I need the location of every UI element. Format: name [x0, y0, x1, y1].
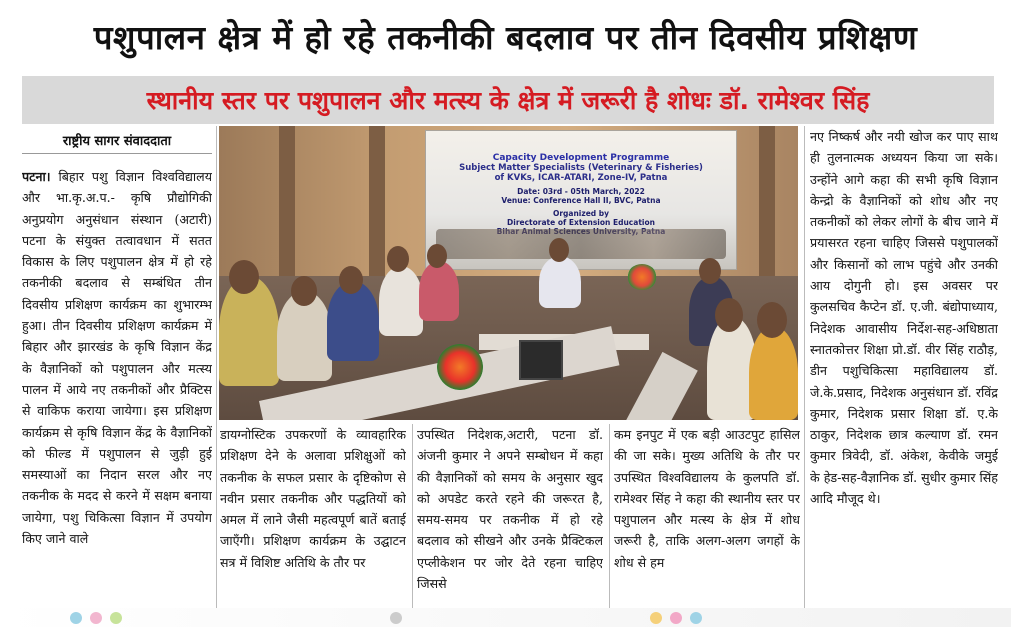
photo-wall-panel — [279, 126, 295, 276]
decor-dot — [90, 612, 102, 624]
article-column-5: नए निष्कर्ष और नयी खोज कर पाए साथ ही तुलनात्मक अध्ययन किया जा सके। उन्होंने आगे कहा की सभी कृषि विज्ञान केन्द्रो के वैज्ञानिकों को शोध और नए तकनीकों को लेकर लोगों के बीच जाने में प्रयासरत रहना चाहिए जिससे पशुपालकों और किसानों को लाभ पहुंचे और उनकी आय दोगुनी हो। इस अवसर पर कुलसचिव कैप्टेन डॉ. ए.जी. बंद्योपाध्याय, निदेशक आवासीय निर्देश-सह-अधिष्ठाता स्नातकोत्तर शिक्षा प्रो.डॉ. वीर सिंह राठौड़, डीन पशुचिकित्सा महाविद्यालय डॉ. जे.के.प्रसाद, निदेशक अनुसंधान डॉ. रविंद्र कुमार, निदेशक प्रसार शिक्षा डॉ. ए.के ठाकुर, निदेशक छात्र कल्याण डॉ. रमन कुमार त्रिवेदी, डॉ. अंकेश, केवीके जमुई के हेड-सह-वैज्ञानिक डॉ. सुधीर कुमार सिंह आदि मौजूद थे। — [810, 129, 998, 507]
photo-wall-panel — [369, 126, 385, 276]
photo-monitor — [519, 340, 563, 380]
decor-dot — [390, 612, 402, 624]
banner-venue: Venue: Conference Hall II, BVC, Patna — [501, 196, 661, 205]
column-divider — [216, 126, 217, 608]
photo-person-head — [387, 246, 409, 272]
banner-title: Capacity Development Programme — [492, 153, 670, 163]
banner-line-2: of KVKs, ICAR-ATARI, Zone-IV, Patna — [494, 173, 668, 183]
event-photo — [219, 126, 798, 420]
column-divider — [804, 126, 805, 608]
photo-person-head — [715, 298, 743, 332]
photo-person — [749, 326, 798, 420]
photo-person-head — [699, 258, 721, 284]
article-column-4: कम इनपुट में एक बड़ी आउटपुट हासिल की जा सके। मुख्य अतिथि के तौर पर उपस्थित विश्वविद्यालय के कुलपति डॉ. रामेश्वर सिंह ने कहा की स्थानीय स्तर पर पशुपालन और मत्स्य के क्षेत्र में शोध जरूरी है, ताकि अलग-अलग जगहों के शोध से हम — [614, 427, 800, 570]
banner-date: Date: 03rd - 05th March, 2022 — [517, 187, 645, 196]
decor-dot — [650, 612, 662, 624]
photo-person — [539, 256, 581, 308]
article-byline: राष्ट्रीय सागर संवाददाता — [22, 126, 212, 154]
column-divider — [609, 424, 610, 608]
photo-person — [419, 261, 459, 321]
page-bottom-strip — [0, 608, 1011, 627]
column-1-text: बिहार पशु विज्ञान विश्वविद्यालय और भा.कृ.अ.प.- कृषि प्रौद्योगिकी अनुप्रयोग अनुसंधान संस्थान (अटारी) पटना के संयुक्त तत्वावधान में सतत विकास के लिए पशुपालन क्षेत्र में हो रहे तकनीकी बदलाव से सम्बंधित तीन दिवसीय प्रशिक्षण कार्यक्रम का शुभारम्भ हुआ। तीन दिवसीय प्रशिक्षण कार्यक्रम में बिहार और झारखंड के कृषि विज्ञान केंद्र के वैज्ञानिकों को पशुपालन और मत्स्य पालन में आये नए तकनीकों और प्रैक्टिस से वाकिफ कराया जायेगा। इस प्रशिक्षण कार्यक्रम से कृषि विज्ञान केंद्र के वैज्ञानिकों को फील्ड में पशुपालन से जुड़ी हुई समस्याओं का निदान सरल और नए तकनीक के मदद से करने में सक्षम बनाया जायेगा, पशु चिकित्सा विज्ञान में उपयोग किए जाने वाले — [22, 169, 212, 547]
photo-person — [379, 266, 423, 336]
decor-dot — [690, 612, 702, 624]
photo-person-head — [229, 260, 259, 294]
photo-person-head — [549, 238, 569, 262]
banner-organized-by: Organized by — [552, 209, 610, 218]
dateline: पटना। — [22, 169, 51, 184]
photo-person-head — [291, 276, 317, 306]
article-headline: पशुपालन क्षेत्र में हो रहे तकनीकी बदलाव पर तीन दिवसीय प्रशिक्षण — [93, 17, 918, 57]
photo-wall-panel — [759, 126, 775, 276]
decor-dot — [670, 612, 682, 624]
decor-dot — [70, 612, 82, 624]
photo-person-head — [757, 302, 787, 338]
banner-org-1: Directorate of Extension Education — [507, 218, 655, 227]
column-divider — [412, 424, 413, 608]
photo-banner — [425, 130, 737, 270]
banner-line-1: Subject Matter Specialists (Veterinary & Fisheries) — [459, 163, 703, 173]
photo-person-head — [427, 244, 447, 268]
article-column-3: उपस्थित निदेशक,अटारी, पटना डॉ. अंजनी कुमार ने अपने सम्बोधन में कहा की वैज्ञानिकों को समय के अनुसार खुद को अपडेट करते रहने की जरूरत है, समय-समय पर तकनीक में हो रहे बदलाव को सीखने और उनके प्रैक्टिकल एप्लीकेशन पर जोर देते रहना चाहिए जिससे — [417, 427, 603, 592]
decor-dot — [110, 612, 122, 624]
article-subheadline: स्थानीय स्तर पर पशुपालन और मत्स्य के क्षेत्र में जरूरी है शोधः डॉ. रामेश्वर सिंह — [22, 76, 994, 124]
photo-flower-arrangement — [437, 344, 483, 390]
banner-cattle-image — [436, 229, 726, 259]
photo-person-head — [339, 266, 363, 294]
article-column-1 — [22, 166, 212, 606]
article-column-2: डायग्नोस्टिक उपकरणों के व्यावहारिक प्रशिक्षण देने के अलावा प्रशिक्षुओं को तकनीक के सफल प्रसार के दृष्टिकोण से नवीन प्रसार तकनीक और पद्धतियों को अमल में लाने जैसी महत्वपूर्ण बातें बताई जाएँगी। प्रशिक्षण कार्यक्रम के उद्घाटन सत्र में विशिष्ट अतिथि के तौर पर — [220, 427, 406, 570]
photo-flower-arrangement — [627, 264, 657, 290]
